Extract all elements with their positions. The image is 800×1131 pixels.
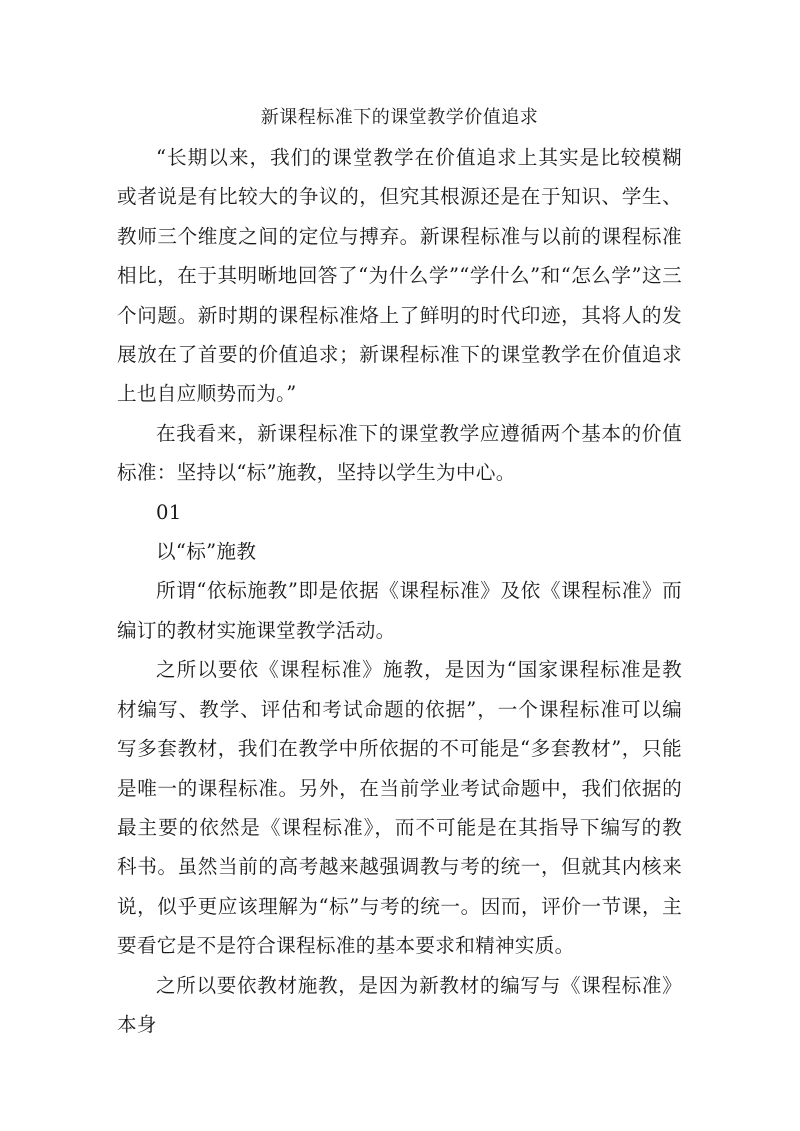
document-page [117, 98, 682, 1044]
document-title: 新课程标准下的课堂教学价值追求 [260, 107, 539, 128]
paragraph-value-standards: 在我看来，新课程标准下的课堂教学应遵循两个基本的价值标准：坚持以“标”施教，坚持以学生为中心。 [117, 421, 682, 485]
paragraph-textbook-reason: 之所以要依教材施教，是因为新教材的编写与《课程标准》本身 [117, 973, 682, 1036]
paragraph-curriculum-reason: 之所以要依《课程标准》施教，是因为“国家课程标准是教材编写、教学、评估和考试命题的依据”，一个课程标准可以编写多套教材，我们在教学中所依据的不可能是“多套教材”，只能是唯一的课程标准。另外，在当前学业考试命题中，我们依据的最主要的依然是《课程标准》，而不可能是在其指导下编写的教科书。虽然当前的高考越来越强调教与考的统一，但就其内核来说，似乎更应该理解为“标”与考的统一。因而，评价一节课，主要看它是不是符合课程标准的基本要求和精神实质。 [117, 658, 682, 958]
section-number: 01 [156, 500, 182, 524]
section-heading: 以“标”施教 [156, 540, 257, 564]
paragraph-definition: 所谓“依标施教”即是依据《课程标准》及依《课程标准》而编订的教材实施课堂教学活动。 [117, 579, 682, 642]
paragraph-intro-quote: “长期以来，我们的课堂教学在价值追求上其实是比较模糊或者说是有比较大的争议的，但究其根源还是在于知识、学生、教师三个维度之间的定位与搏弃。新课程标准与以前的课程标准相比，在于其明晰地回答了“为什么学”“学什么”和“怎么学”这三个问题。新时期的课程标准烙上了鲜明的时代印迹，其将人的发展放在了首要的价值追求；新课程标准下的课堂教学在价值追求上也自应顺势而为。” [117, 146, 682, 406]
